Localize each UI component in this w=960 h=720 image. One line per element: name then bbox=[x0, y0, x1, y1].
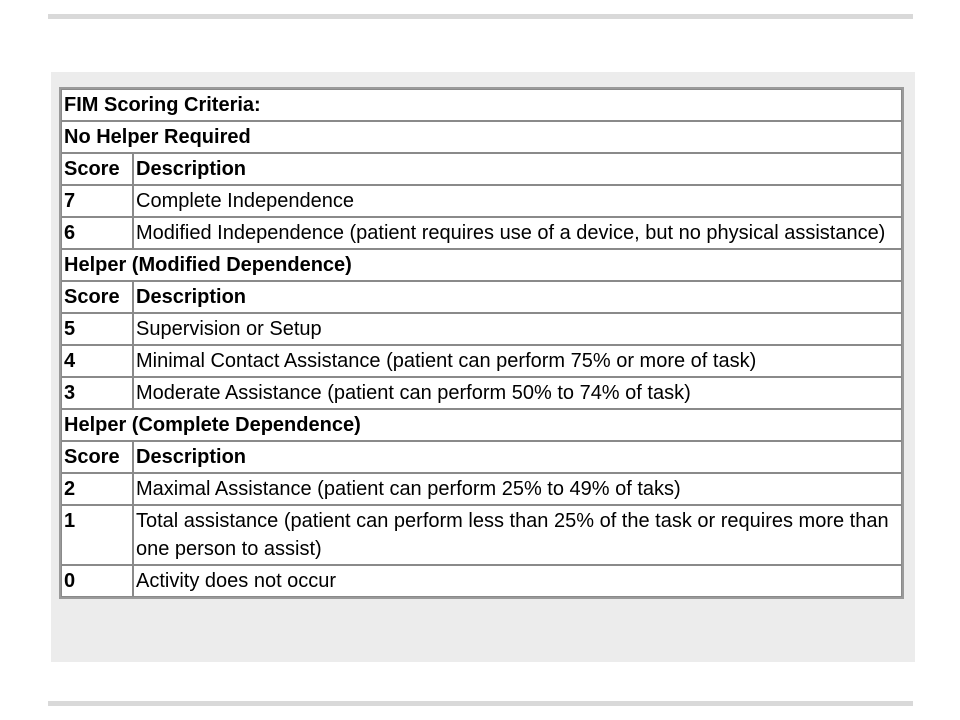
fim-table-panel bbox=[51, 72, 915, 662]
score-cell: 6 bbox=[61, 217, 133, 249]
column-header-description: Description bbox=[133, 441, 902, 473]
section-heading-row bbox=[61, 409, 902, 441]
table-row bbox=[61, 473, 902, 505]
bottom-divider bbox=[48, 701, 913, 706]
table-row bbox=[61, 377, 902, 409]
score-cell: 0 bbox=[61, 565, 133, 597]
score-cell: 5 bbox=[61, 313, 133, 345]
table-row bbox=[61, 345, 902, 377]
section-heading-no-helper: No Helper Required bbox=[61, 121, 902, 153]
score-cell: 2 bbox=[61, 473, 133, 505]
table-row bbox=[61, 565, 902, 597]
score-cell: 1 bbox=[61, 505, 133, 565]
column-header-row bbox=[61, 441, 902, 473]
description-cell: Maximal Assistance (patient can perform 25% to 49% of taks) bbox=[133, 473, 902, 505]
score-cell: 4 bbox=[61, 345, 133, 377]
table-title: FIM Scoring Criteria: bbox=[61, 89, 902, 121]
description-cell: Total assistance (patient can perform less than 25% of the task or requires more than one person to assist) bbox=[133, 505, 902, 565]
score-cell: 7 bbox=[61, 185, 133, 217]
description-cell: Activity does not occur bbox=[133, 565, 902, 597]
column-header-description: Description bbox=[133, 153, 902, 185]
column-header-score: Score bbox=[61, 281, 133, 313]
table-title-row bbox=[61, 89, 902, 121]
column-header-row bbox=[61, 281, 902, 313]
column-header-description: Description bbox=[133, 281, 902, 313]
description-cell: Supervision or Setup bbox=[133, 313, 902, 345]
table-row bbox=[61, 185, 902, 217]
table-row bbox=[61, 505, 902, 565]
description-cell: Moderate Assistance (patient can perform 50% to 74% of task) bbox=[133, 377, 902, 409]
score-cell: 3 bbox=[61, 377, 133, 409]
table-row bbox=[61, 217, 902, 249]
top-divider bbox=[48, 14, 913, 19]
column-header-score: Score bbox=[61, 441, 133, 473]
description-cell: Complete Independence bbox=[133, 185, 902, 217]
column-header-score: Score bbox=[61, 153, 133, 185]
section-heading-row bbox=[61, 121, 902, 153]
table-row bbox=[61, 313, 902, 345]
description-cell: Modified Independence (patient requires use of a device, but no physical assistance) bbox=[133, 217, 902, 249]
section-heading-modified-dependence: Helper (Modified Dependence) bbox=[61, 249, 902, 281]
column-header-row bbox=[61, 153, 902, 185]
description-cell: Minimal Contact Assistance (patient can perform 75% or more of task) bbox=[133, 345, 902, 377]
section-heading-row bbox=[61, 249, 902, 281]
fim-scoring-table bbox=[59, 87, 904, 599]
section-heading-complete-dependence: Helper (Complete Dependence) bbox=[61, 409, 902, 441]
